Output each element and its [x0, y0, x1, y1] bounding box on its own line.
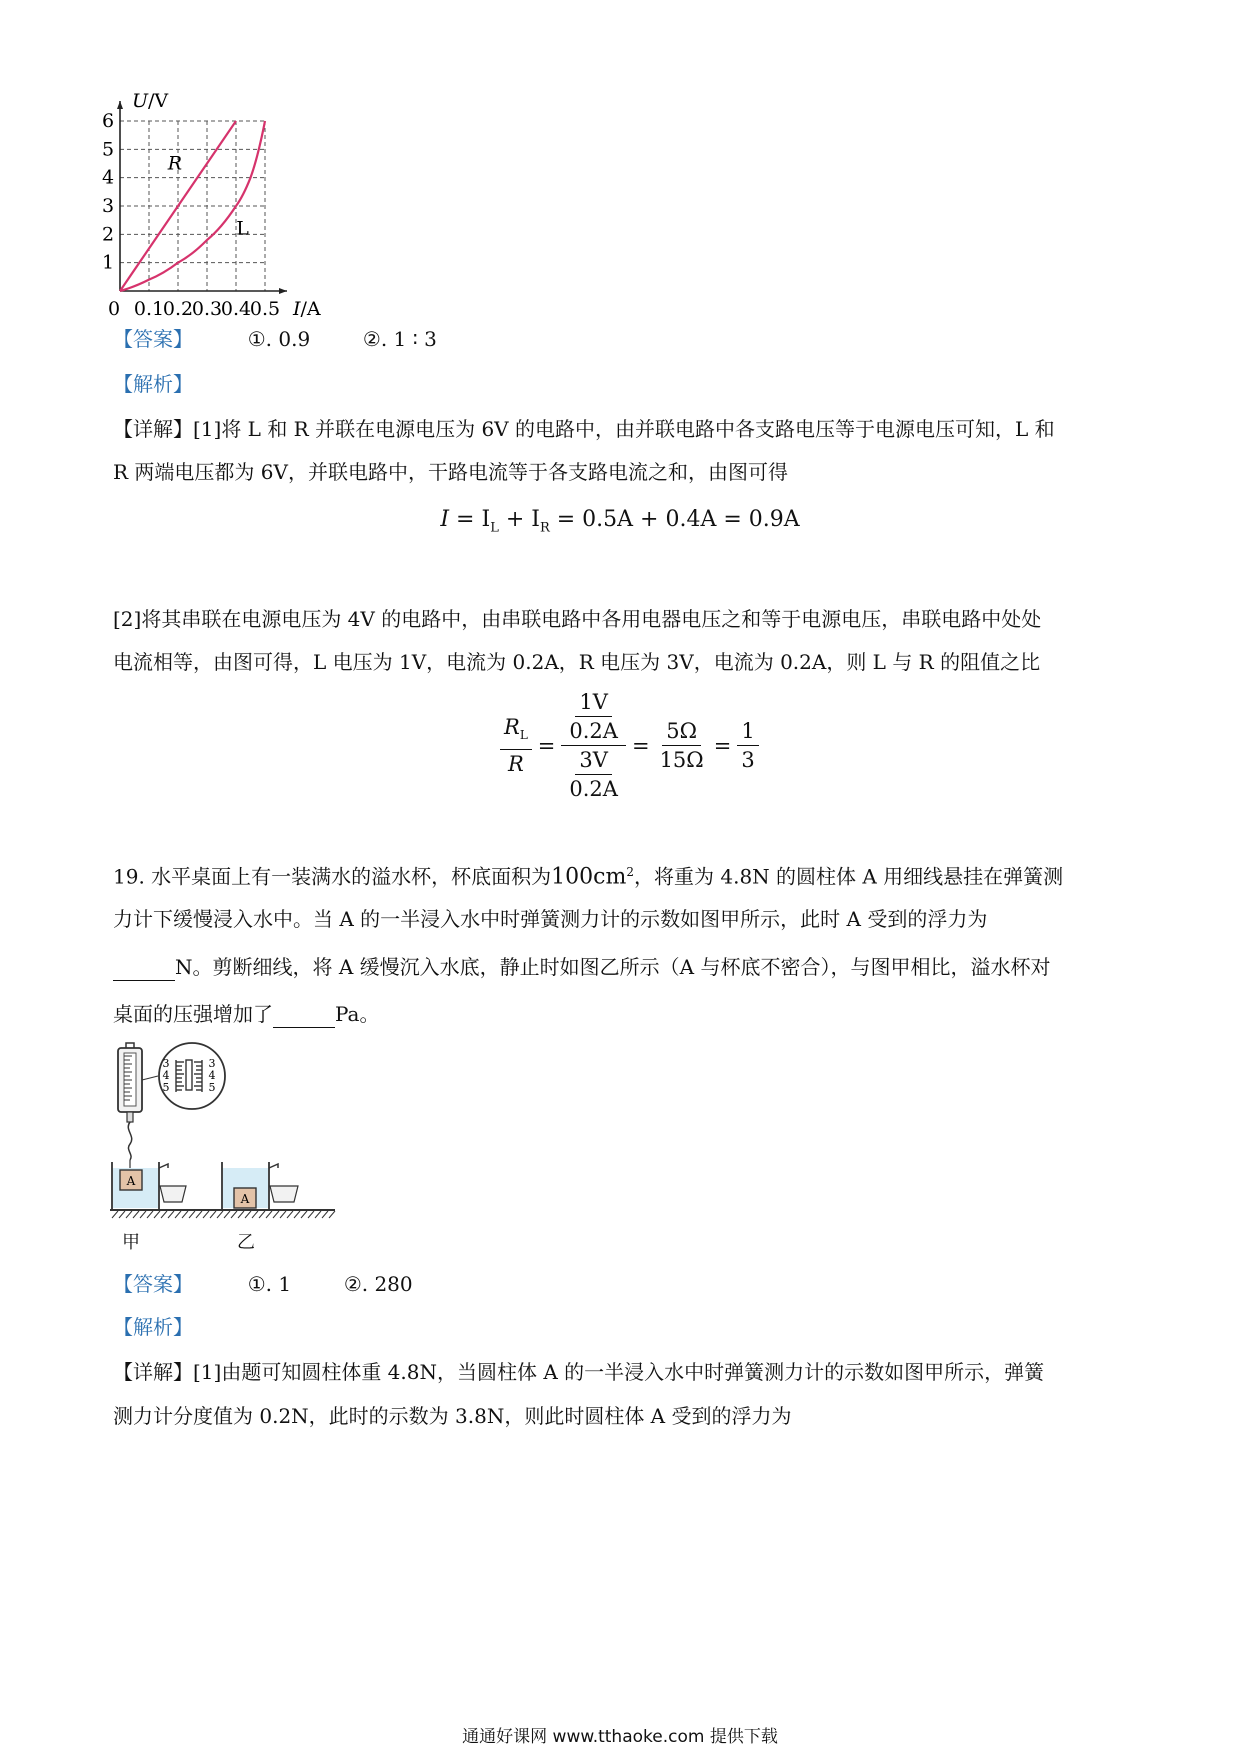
num-5: 5Ω	[662, 717, 701, 746]
q19-text-4a: 桌面的压强增加了	[113, 1002, 273, 1026]
spring-scale	[118, 1043, 142, 1170]
detail-tag: 【详解】	[113, 1360, 193, 1384]
hatch-line	[231, 1211, 237, 1218]
scale-mark-right-5: 5	[208, 1081, 216, 1094]
blank-2	[273, 1007, 335, 1028]
hatch-line	[329, 1211, 335, 1218]
x-tick-label: 0.3	[191, 298, 223, 320]
hatch-line	[182, 1211, 188, 1218]
q19-line-2: 力计下缓慢浸入水中。当 A 的一半浸入水中时弹簧测力计的示数如图甲所示，此时 A 受到的浮力为	[113, 907, 988, 931]
r-l-sub: L	[519, 728, 528, 743]
num-1: 1	[737, 717, 758, 746]
eq-i-r: + I	[498, 507, 540, 532]
detail-text: [1]由题可知圆柱体重 4.8N，当圆柱体 A 的一半浸入水中时弹簧测力计的示数如图甲所示，弹簧	[193, 1360, 1045, 1384]
equation-ratio	[500, 688, 759, 803]
hatch-line	[266, 1211, 272, 1218]
den-15: 15Ω	[659, 748, 704, 772]
q19-text-a: 19. 水平桌面上有一装满水的溢水杯，杯底面积为	[113, 864, 552, 889]
q19-line-1	[113, 858, 1063, 892]
eq-sub-r: R	[539, 520, 550, 536]
series-label-l: L	[236, 217, 249, 240]
y-axis-arrow	[117, 101, 123, 109]
hatch-line	[203, 1211, 209, 1218]
scale-mark-right-4: 4	[208, 1069, 216, 1082]
answer-tag: 【答案】	[113, 1272, 193, 1296]
eq-sign-3: =	[713, 733, 732, 758]
hatch-line	[175, 1211, 181, 1218]
bottom-frac	[561, 746, 626, 803]
q19-text-3: N。剪断细线，将 A 缓慢沉入水底，静止时如图乙所示（A 与杯底不密合），与图甲相比，溢水杯对	[175, 955, 1051, 979]
hatch-line	[140, 1211, 146, 1218]
q19-answer-line	[113, 1270, 413, 1298]
table-hatching	[112, 1211, 335, 1218]
block-a-jia: A	[126, 1174, 136, 1188]
scale-mark-left-5: 5	[162, 1081, 170, 1094]
eq-i: I	[440, 507, 450, 532]
answer-1: ①. 1	[247, 1272, 292, 1296]
hatch-line	[238, 1211, 244, 1218]
x-tick-label: 0	[107, 298, 121, 320]
den-3: 3	[741, 748, 755, 772]
hatch-line	[189, 1211, 195, 1218]
hatch-line	[287, 1211, 293, 1218]
eq-result: = 0.5A + 0.4A = 0.9A	[549, 507, 800, 532]
hatch-line	[301, 1211, 307, 1218]
overflow-cup-yi	[222, 1162, 298, 1210]
q18-detail-line-4: 电流相等，由图可得，L 电压为 1V，电流为 0.2A，R 电压为 3V，电流为 0.2A，则 L 与 R 的阻值之比	[113, 650, 1041, 674]
footer: 通通好课网 www.tthaoke.com 提供下载	[462, 1727, 778, 1747]
equation-current	[0, 505, 1240, 543]
eq-sign-2: =	[631, 733, 650, 758]
hatch-line	[126, 1211, 132, 1218]
ui-graph	[101, 90, 380, 355]
hatch-line	[112, 1211, 118, 1218]
q18-detail-line-3: [2]将其串联在电源电压为 4V 的电路中，由串联电路中各用电器电压之和等于电源电压，串联电路中处处	[113, 607, 1042, 631]
fraction-1-3	[737, 717, 758, 774]
hatch-line	[210, 1211, 216, 1218]
scale-mark-left-4: 4	[162, 1069, 170, 1082]
q19-line-3	[113, 953, 1050, 981]
q19-detail-line-1	[113, 1358, 1044, 1386]
magnified-scale	[142, 1043, 225, 1109]
ratio-rl-over-r	[500, 713, 532, 778]
eq-sub-l: L	[490, 520, 499, 536]
scale-mark-right-3: 3	[208, 1057, 216, 1070]
y-tick-label: 3	[101, 195, 115, 217]
complex-fraction	[561, 688, 626, 803]
analysis-tag: 【解析】	[113, 372, 193, 396]
answer-1: ①. 0.9	[247, 327, 311, 351]
block-a-yi: A	[240, 1192, 250, 1206]
eq-i-l: = I	[449, 507, 491, 532]
q18-detail-line-2: R 两端电压都为 6V，并联电路中，干路电流等于各支路电流之和，由图可得	[113, 460, 788, 484]
hatch-line	[322, 1211, 328, 1218]
x-axis-arrow	[279, 288, 287, 294]
y-tick-label: 6	[101, 110, 115, 132]
y-tick-label: 5	[101, 138, 115, 161]
analysis-tag: 【解析】	[113, 1315, 193, 1339]
top-den: 0.2A	[569, 719, 618, 743]
hatch-line	[259, 1211, 265, 1218]
blank-1	[113, 960, 175, 981]
hatch-line	[147, 1211, 153, 1218]
x-tick-label: 0.2	[162, 298, 194, 320]
r-l: R	[504, 714, 520, 739]
fig-label-yi: 乙	[237, 1232, 255, 1253]
hatch-line	[294, 1211, 300, 1218]
hatch-line	[273, 1211, 279, 1218]
hatch-line	[161, 1211, 167, 1218]
q19-area-sup: 2	[626, 865, 634, 879]
y-tick-label: 1	[101, 251, 115, 274]
hatch-line	[217, 1211, 223, 1218]
x-tick-label: 0.5	[249, 298, 281, 320]
chart-grid	[120, 121, 265, 291]
q18-detail-line-1	[113, 415, 1055, 443]
hatch-line	[168, 1211, 174, 1218]
fraction-5-15	[656, 717, 708, 774]
q19-area: 100cm	[551, 864, 627, 890]
hatch-line	[308, 1211, 314, 1218]
y-tick-label: 4	[101, 166, 115, 189]
x-tick-label: 0.4	[220, 298, 252, 320]
bottom-num: 3V	[575, 746, 612, 775]
hatch-line	[224, 1211, 230, 1218]
top-num: 1V	[575, 688, 612, 717]
q19-text-b: ，将重为 4.8N 的圆柱体 A 用细线悬挂在弹簧测	[634, 864, 1064, 889]
y-axis-label: U/V	[132, 90, 169, 112]
detail-tag: 【详解】	[113, 417, 193, 441]
answer-2: ②. 1 ∶ 3	[362, 327, 437, 351]
answer-2: ②. 280	[343, 1272, 413, 1296]
q19-line-4	[113, 1000, 379, 1028]
hatch-line	[245, 1211, 251, 1218]
hatch-line	[154, 1211, 160, 1218]
bottom-den: 0.2A	[569, 777, 618, 801]
fig-label-jia: 甲	[122, 1232, 140, 1253]
hatch-line	[133, 1211, 139, 1218]
q19-analysis-tag	[113, 1313, 193, 1341]
r: R	[507, 752, 524, 777]
q18-analysis-tag	[113, 370, 193, 398]
q18-answer-line	[113, 325, 437, 353]
detail-text: [1]将 L 和 R 并联在电源电压为 6V 的电路中，由并联电路中各支路电压等于电源电压可知，L 和	[193, 417, 1055, 441]
hatch-line	[280, 1211, 286, 1218]
hatch-line	[252, 1211, 258, 1218]
answer-tag: 【答案】	[113, 327, 193, 351]
scale-mark-left-3: 3	[162, 1057, 170, 1070]
y-tick-label: 2	[101, 223, 115, 246]
q19-text-4b: Pa。	[335, 1002, 380, 1026]
series-label-r: R	[167, 152, 183, 175]
overflow-cup-jia	[112, 1162, 186, 1210]
eq-sign-1: =	[537, 733, 556, 758]
hatch-line	[315, 1211, 321, 1218]
chart-axes	[117, 101, 287, 294]
hatch-line	[119, 1211, 125, 1218]
hatch-line	[196, 1211, 202, 1218]
x-tick-label: 0.1	[133, 298, 165, 320]
x-axis-label: I/A	[293, 298, 321, 320]
q19-detail-line-2: 测力计分度值为 0.2N，此时的示数为 3.8N，则此时圆柱体 A 受到的浮力为	[113, 1404, 792, 1428]
top-frac	[561, 688, 626, 746]
